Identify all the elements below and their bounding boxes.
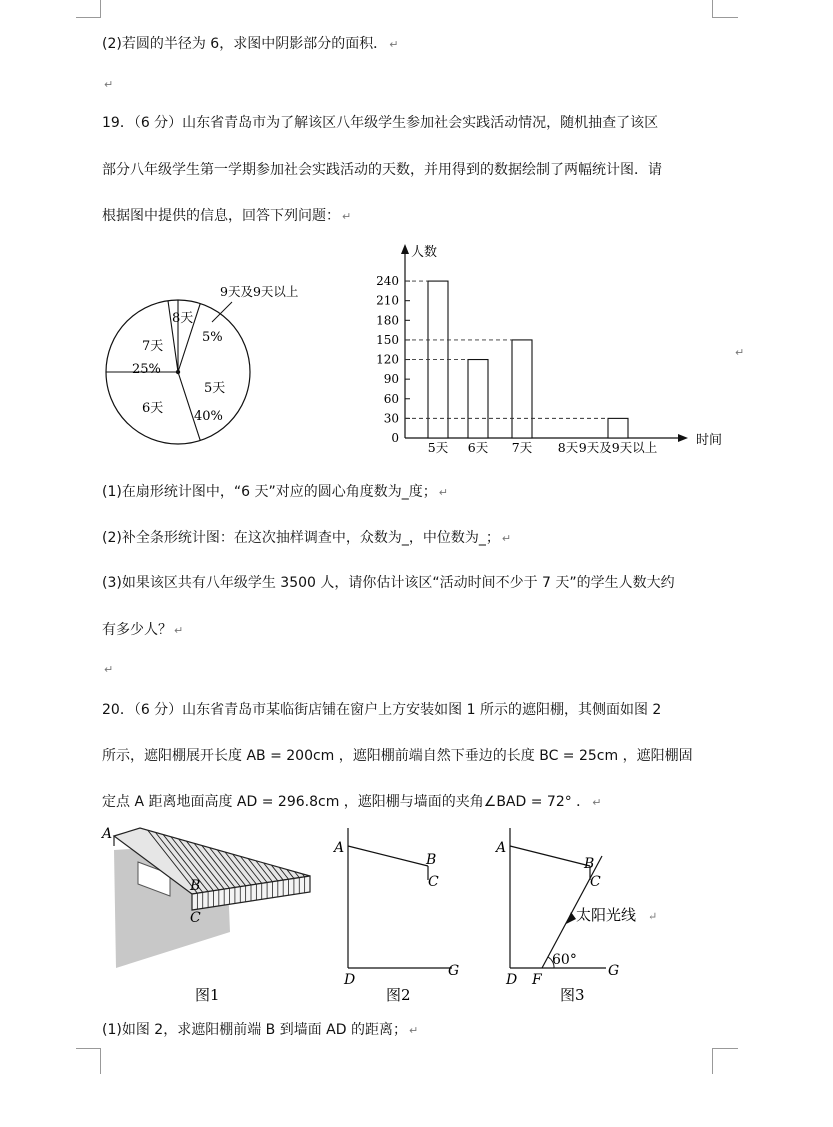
question-18-part-2: (2)若圆的半径为 6，求图中阴影部分的面积． ↵ — [102, 36, 399, 52]
fig3-ray-label: 太阳光线 — [576, 906, 637, 924]
question-19-part-1: (1)在扇形统计图中，“6 天”对应的圆心角度数为_度； ↵ — [102, 484, 448, 500]
fig3-label-c: C — [590, 874, 601, 890]
pie-chart — [98, 280, 338, 470]
fig3-angle-label: 60° — [552, 952, 577, 968]
question-19-line-3: 根据图中提供的信息，回答下列问题： ↵ — [102, 208, 352, 224]
y-tick-label: 90 — [383, 372, 399, 387]
y-tick-label: 60 — [383, 391, 399, 406]
bar-0 — [428, 281, 448, 438]
y-tick-label: 180 — [376, 313, 399, 328]
question-20-part-1: (1)如图 2，求遮阳棚前端 B 到墙面 AD 的距离； ↵ — [102, 1022, 419, 1038]
crop-mark-top-left — [100, 0, 101, 17]
y-tick-label: 210 — [376, 293, 399, 308]
fig2-label-c: C — [428, 874, 439, 890]
fig2-label-d: D — [344, 972, 356, 988]
pie-pct-9plus: 5% — [202, 330, 223, 345]
bar-chart — [360, 240, 740, 460]
pie-label-7: 7天 — [142, 339, 164, 354]
empty-paragraph-mark-2: ↵ — [104, 663, 114, 676]
pie-label-5: 5天 — [204, 381, 226, 396]
fig2-label-g: G — [448, 963, 460, 979]
x-category-label: 7天 — [511, 440, 533, 455]
question-20-line-3: 定点 A 距离地面高度 AD = 296.8cm ，遮阳棚与墙面的夹角∠BAD = 72° ． ↵ — [102, 794, 602, 810]
pie-label-6: 6天 — [142, 401, 164, 416]
question-19-part-3: (3)如果该区共有八年级学生 3500 人，请你估计该区“活动时间不少于 7 天”的学生人数大约 — [102, 575, 675, 591]
pie-leader-line — [212, 302, 232, 322]
question-20-line-1: 20．（6 分）山东省青岛市某临街店铺在窗户上方安装如图 1 所示的遮阳棚，其侧面如图 2 — [102, 702, 662, 718]
x-category-label: 5天 — [427, 440, 449, 455]
question-20-line-2: 所示，遮阳棚展开长度 AB = 200cm ，遮阳棚前端自然下垂边的长度 BC = 25cm ，遮阳棚固 — [102, 748, 693, 764]
fig1-label-c: C — [190, 910, 201, 926]
fig3-label-d: D — [506, 972, 518, 988]
crop-mark-top-right — [712, 0, 713, 17]
question-19-part-3-cont: 有多少人？ ↵ — [102, 622, 184, 638]
fig2-label-a: A — [334, 840, 345, 856]
crop-mark-bottom-left-h — [76, 1048, 101, 1049]
fig1-caption: 图1 — [195, 986, 220, 1004]
x-category-label: 6天 — [467, 440, 489, 455]
crop-mark-top-right-h — [712, 17, 738, 18]
y-tick-label: 150 — [376, 332, 399, 347]
y-axis-arrow — [401, 244, 409, 254]
pie-pct-7: 25% — [132, 362, 161, 377]
x-axis-label: 时间 — [696, 433, 723, 448]
y-tick-label: 120 — [376, 352, 399, 367]
figure-1-awning — [100, 822, 330, 1012]
pie-pct-5: 40% — [194, 409, 223, 424]
fig1-label-a: A — [102, 826, 113, 842]
fig3-caption: 图3 — [560, 986, 585, 1004]
figure-3-sunlight — [492, 822, 672, 1012]
pie-label-8: 8天 — [172, 311, 194, 326]
y-axis-label: 人数 — [411, 245, 438, 260]
bar-2 — [512, 340, 532, 438]
bar-4 — [608, 418, 628, 438]
x-axis-arrow — [678, 434, 688, 442]
empty-paragraph-mark: ↵ — [104, 78, 114, 91]
fig1-label-b: B — [190, 878, 201, 894]
crop-mark-top-left-h — [76, 17, 101, 18]
y-tick-label: 240 — [376, 274, 399, 289]
question-19-part-2: (2)补全条形统计图：在这次抽样调查中，众数为_，中位数为_； ↵ — [102, 530, 512, 546]
fig3-label-a: A — [496, 840, 507, 856]
bar-1 — [468, 360, 488, 438]
x-category-label: 8天 — [557, 440, 579, 455]
pie-center — [176, 370, 180, 374]
fig3-label-f: F — [532, 972, 542, 988]
fig3-label-g: G — [608, 963, 620, 979]
crop-mark-bottom-right-h — [712, 1048, 738, 1049]
question-19-line-1: 19．（6 分）山东省青岛市为了解该区八年级学生参加社会实践活动情况，随机抽查了该区 — [102, 115, 659, 131]
fig3-para-mark: ↵ — [648, 910, 658, 923]
crop-mark-bottom-left — [100, 1048, 101, 1074]
fig2-caption: 图2 — [386, 986, 411, 1004]
x-category-label: 9天及9天以上 — [578, 440, 658, 455]
fig2-label-b: B — [426, 852, 437, 868]
pie-label-9plus: 9天及9天以上 — [220, 284, 299, 299]
question-19-line-2: 部分八年级学生第一学期参加社会实践活动的天数，并用得到的数据绘制了两幅统计图．请 — [102, 162, 662, 178]
y-tick-label: 30 — [383, 411, 399, 426]
fig3-label-b: B — [584, 856, 595, 872]
bar-chart-para-mark: ↵ — [735, 346, 745, 359]
pie-slice-boundary-2 — [178, 372, 200, 440]
sun-ray-arrow — [566, 912, 576, 924]
y-tick-label: 0 — [391, 431, 399, 445]
figure-2-side-view — [330, 822, 470, 1012]
crop-mark-bottom-right — [712, 1048, 713, 1074]
